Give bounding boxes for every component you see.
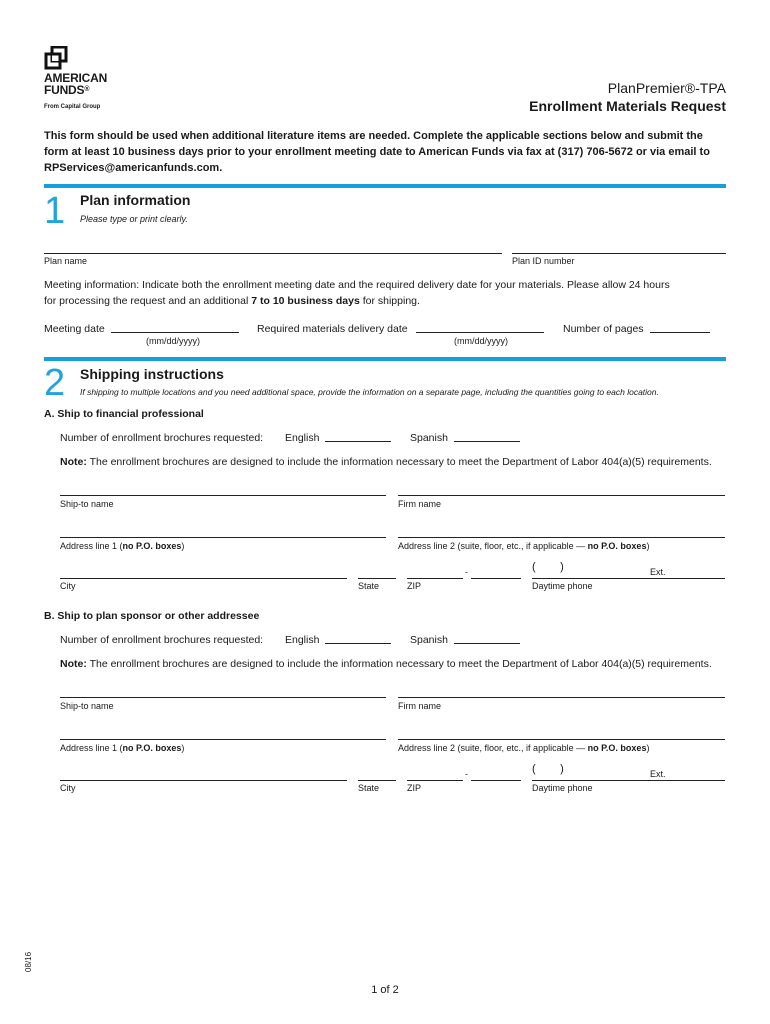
part-a-city-field[interactable] <box>60 578 347 579</box>
part-b-zip4-field[interactable] <box>471 780 521 781</box>
part-b-ship-to-field[interactable] <box>60 697 386 698</box>
part-b-city-label: City <box>60 783 76 793</box>
delivery-date-field[interactable] <box>416 332 544 333</box>
form-title: Enrollment Materials Request <box>529 98 726 114</box>
meeting-date-field[interactable] <box>111 332 239 333</box>
part-b-english-field[interactable] <box>325 643 391 644</box>
delivery-date-hint: (mm/dd/yyyy) <box>454 336 508 346</box>
plan-id-field[interactable] <box>512 253 726 254</box>
part-a-address1-label: Address line 1 (no P.O. boxes) <box>60 541 185 551</box>
part-b-phone-field[interactable] <box>532 780 725 781</box>
part-b-note: Note: The enrollment brochures are designed to include the information necessary to meet the Department of Labor 404(a)(5) requirements. <box>60 658 712 670</box>
part-b-state-field[interactable] <box>358 780 396 781</box>
part-a-firm-label: Firm name <box>398 499 442 509</box>
part-a-zip4-field[interactable] <box>471 578 521 579</box>
delivery-date-label: Required materials delivery date <box>257 323 408 335</box>
part-a-firm-field[interactable] <box>398 495 725 496</box>
part-b-firm-field[interactable] <box>398 697 725 698</box>
section-2-subtitle: If shipping to multiple locations and you need additional space, provide the information on a separate page, including the quantities going to each location. <box>80 387 659 397</box>
part-b-firm-label: Firm name <box>398 701 442 711</box>
part-b-state-label: State <box>358 783 380 793</box>
part-a-ext-label: Ext. <box>650 567 666 577</box>
logo-subtitle: From Capital Group <box>44 104 101 110</box>
part-b-english-label: English <box>285 634 320 646</box>
part-a-spanish-label: Spanish <box>410 432 448 444</box>
part-a-zip-field[interactable] <box>407 578 463 579</box>
section-1-title: Plan information <box>80 192 191 208</box>
part-a-zip-dash: - <box>465 567 468 577</box>
part-a-phone-field[interactable] <box>532 578 725 579</box>
part-a-heading: A. Ship to financial professional <box>44 408 204 420</box>
page-number: 1 of 2 <box>371 984 399 996</box>
part-a-note: Note: The enrollment brochures are designed to include the information necessary to meet the Department of Labor 404(a)(5) requirements. <box>60 456 712 468</box>
part-b-address2-field[interactable] <box>398 739 725 740</box>
part-a-zip-label: ZIP <box>407 581 422 591</box>
section-1-divider <box>44 184 726 188</box>
form-product-name: PlanPremier®-TPA <box>607 80 726 96</box>
part-b-phone-parens: ( ) <box>532 763 564 775</box>
section-2-divider <box>44 357 726 361</box>
american-funds-logo-icon <box>44 46 68 70</box>
part-b-zip-label: ZIP <box>407 783 422 793</box>
part-b-spanish-field[interactable] <box>454 643 520 644</box>
part-b-address2-label: Address line 2 (suite, floor, etc., if applicable — no P.O. boxes) <box>398 743 650 753</box>
section-1-number: 1 <box>44 190 66 232</box>
part-b-zip-field[interactable] <box>407 780 463 781</box>
part-a-spanish-field[interactable] <box>454 441 520 442</box>
plan-id-label: Plan ID number <box>512 256 575 266</box>
plan-name-label: Plan name <box>44 256 88 266</box>
logo-wordmark: AMERICAN FUNDS® <box>44 71 108 97</box>
part-a-address2-field[interactable] <box>398 537 725 538</box>
part-a-state-label: State <box>358 581 380 591</box>
section-1-subtitle: Please type or print clearly. <box>80 214 188 224</box>
part-b-phone-label: Daytime phone <box>532 783 593 793</box>
part-a-phone-parens: ( ) <box>532 561 564 573</box>
part-b-city-field[interactable] <box>60 780 347 781</box>
part-a-city-label: City <box>60 581 76 591</box>
part-a-brochures-label: Number of enrollment brochures requested: <box>60 432 264 444</box>
intro-text: This form should be used when additional literature items are needed. Complete the applicable sections below and submit the form at least 10 business days prior to your enrollment meeting date to American Funds via fax at (317) 706-5672 or via email to RPServices@americanfunds.com. <box>44 130 710 174</box>
part-b-heading: B. Ship to plan sponsor or other addressee <box>44 610 260 622</box>
meeting-date-hint: (mm/dd/yyyy) <box>146 336 200 346</box>
part-b-brochures-label: Number of enrollment brochures requested: <box>60 634 264 646</box>
part-a-english-label: English <box>285 432 320 444</box>
part-b-zip-dash: - <box>465 769 468 779</box>
part-a-address2-label: Address line 2 (suite, floor, etc., if applicable — no P.O. boxes) <box>398 541 650 551</box>
number-of-pages-label: Number of pages <box>563 323 644 335</box>
part-b-ext-label: Ext. <box>650 769 666 779</box>
meeting-info-text: Meeting information: Indicate both the enrollment meeting date and the required delivery date for your materials. Please allow 24 hours for processing the request and an additional 7 to 10 business days for shipping. <box>44 279 670 307</box>
part-a-ship-to-label: Ship-to name <box>60 499 114 509</box>
meeting-date-label: Meeting date <box>44 323 105 335</box>
part-a-english-field[interactable] <box>325 441 391 442</box>
part-a-phone-label: Daytime phone <box>532 581 593 591</box>
section-2-title: Shipping instructions <box>80 366 224 382</box>
part-a-state-field[interactable] <box>358 578 396 579</box>
part-b-address1-field[interactable] <box>60 739 386 740</box>
plan-name-field[interactable] <box>44 253 502 254</box>
part-a-ship-to-field[interactable] <box>60 495 386 496</box>
part-a-address1-field[interactable] <box>60 537 386 538</box>
section-2-number: 2 <box>44 362 66 404</box>
part-b-address1-label: Address line 1 (no P.O. boxes) <box>60 743 185 753</box>
part-b-ship-to-label: Ship-to name <box>60 701 114 711</box>
part-b-spanish-label: Spanish <box>410 634 448 646</box>
number-of-pages-field[interactable] <box>650 332 710 333</box>
form-revision-code: 08/16 <box>24 951 33 972</box>
